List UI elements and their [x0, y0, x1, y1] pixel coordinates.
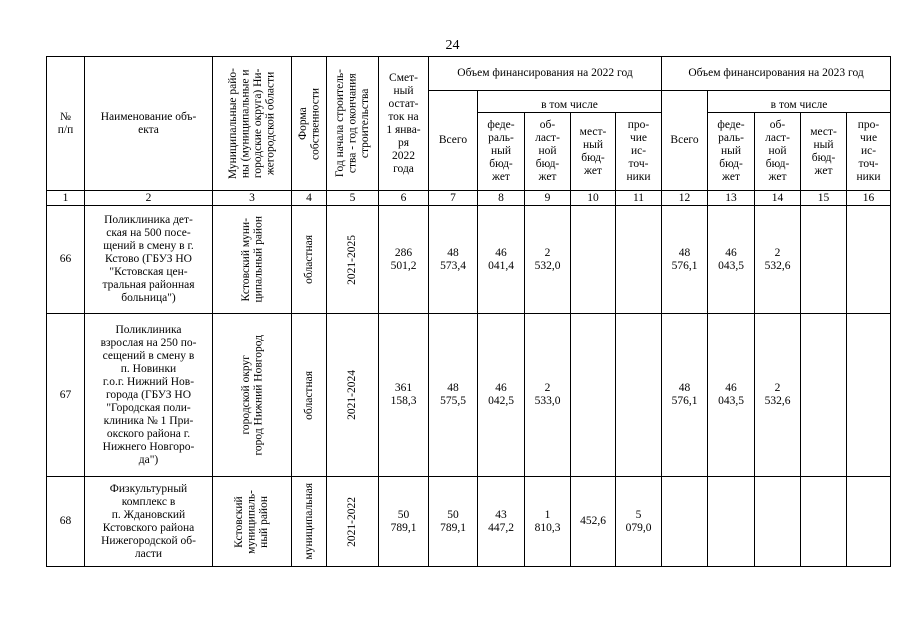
row-period: 2021-2025 — [327, 206, 379, 314]
header-period: Год начала строитель- ства - год окончания строительства — [327, 57, 379, 191]
column-number: 10 — [571, 191, 616, 206]
header-federal-2023: феде- раль- ный бюд- жет — [708, 113, 755, 191]
row-2022-local — [571, 314, 616, 477]
row-municipality: Кстовский муниципаль- ный район — [213, 477, 292, 567]
row-2023-regional — [755, 477, 801, 567]
row-2023-local — [801, 314, 847, 477]
row-2022-total: 48 575,5 — [429, 314, 478, 477]
row-period: 2021-2024 — [327, 314, 379, 477]
row-2023-other — [847, 477, 891, 567]
row-municipality: Кстовский муни- ципальный район — [213, 206, 292, 314]
header-name: Наименование объ- екта — [85, 57, 213, 191]
header-including-2022: в том числе — [478, 91, 662, 113]
column-number: 6 — [379, 191, 429, 206]
row-ownership: областная — [292, 314, 327, 477]
header-estimate: Смет- ный остат- ток на 1 янва- ря 2022 года — [379, 57, 429, 191]
column-number: 13 — [708, 191, 755, 206]
header-ownership: Форма собственности — [292, 57, 327, 191]
column-number: 1 — [47, 191, 85, 206]
row-2022-regional: 1 810,3 — [525, 477, 571, 567]
header-local-2022: мест- ный бюд- жет — [571, 113, 616, 191]
header-federal-2022: феде- раль- ный бюд- жет — [478, 113, 525, 191]
table-row — [47, 314, 891, 477]
row-ownership: муниципальная — [292, 477, 327, 567]
header-municipality: Муниципальные райо- ны (муниципальные и городские округа) Ни- жегородской области — [213, 57, 292, 191]
row-2022-total: 50 789,1 — [429, 477, 478, 567]
row-2023-regional: 2 532,6 — [755, 314, 801, 477]
row-estimate: 286 501,2 — [379, 206, 429, 314]
row-2023-other — [847, 206, 891, 314]
financing-table — [46, 56, 891, 567]
row-ownership: областная — [292, 206, 327, 314]
row-estimate: 50 789,1 — [379, 477, 429, 567]
header-total-2023: Всего — [662, 91, 708, 191]
page-number: 24 — [445, 38, 460, 53]
header-other-2023: про- чие ис- точ- ники — [847, 113, 891, 191]
row-2022-regional: 2 533,0 — [525, 314, 571, 477]
row-2022-other — [616, 314, 662, 477]
row-2022-federal: 46 042,5 — [478, 314, 525, 477]
table-row — [47, 477, 891, 567]
row-2023-federal: 46 043,5 — [708, 314, 755, 477]
column-number-row — [47, 191, 891, 206]
column-number: 8 — [478, 191, 525, 206]
row-2022-total: 48 573,4 — [429, 206, 478, 314]
row-period: 2021-2022 — [327, 477, 379, 567]
column-number: 12 — [662, 191, 708, 206]
header-no: № п/п — [47, 57, 85, 191]
row-no: 68 — [47, 477, 85, 567]
header-other-2022: про- чие ис- точ- ники — [616, 113, 662, 191]
row-no: 66 — [47, 206, 85, 314]
row-2022-other — [616, 206, 662, 314]
column-number: 4 — [292, 191, 327, 206]
row-2023-other — [847, 314, 891, 477]
row-2023-regional: 2 532,6 — [755, 206, 801, 314]
header-local-2023: мест- ный бюд- жет — [801, 113, 847, 191]
object-name: Поликлиника взрослая на 250 по- сещений в смену в п. Новинки г.о.г. Нижний Нов- города (ГБУЗ НО "Городская поли- клиника № 1 При- окского района г. Нижнего Новгоро- да") — [85, 314, 213, 477]
row-2023-local — [801, 206, 847, 314]
row-municipality: городской округ город Нижний Новгород — [213, 314, 292, 477]
object-name: Физкультурный комплекс в п. Ждановский Кстовского района Нижегородской об- ласти — [85, 477, 213, 567]
column-number: 5 — [327, 191, 379, 206]
header-group-2023: Объем финансирования на 2023 год — [662, 57, 891, 91]
row-2022-regional: 2 532,0 — [525, 206, 571, 314]
header-regional-2022: об- ласт- ной бюд- жет — [525, 113, 571, 191]
row-2022-federal: 43 447,2 — [478, 477, 525, 567]
row-estimate: 361 158,3 — [379, 314, 429, 477]
column-number: 14 — [755, 191, 801, 206]
row-2023-federal — [708, 477, 755, 567]
header-regional-2023: об- ласт- ной бюд- жет — [755, 113, 801, 191]
header-group-2022: Объем финансирования на 2022 год — [429, 57, 662, 91]
column-number: 9 — [525, 191, 571, 206]
column-number: 15 — [801, 191, 847, 206]
object-name: Поликлиника дет- ская на 500 посе- щений в смену в г. Кстово (ГБУЗ НО "Кстовская цен- тральная районная больница") — [85, 206, 213, 314]
row-2022-local: 452,6 — [571, 477, 616, 567]
row-2023-total — [662, 477, 708, 567]
header-total-2022: Всего — [429, 91, 478, 191]
row-2023-total: 48 576,1 — [662, 206, 708, 314]
row-2023-total: 48 576,1 — [662, 314, 708, 477]
column-number: 2 — [85, 191, 213, 206]
row-2022-federal: 46 041,4 — [478, 206, 525, 314]
column-number: 3 — [213, 191, 292, 206]
row-2022-other: 5 079,0 — [616, 477, 662, 567]
row-no: 67 — [47, 314, 85, 477]
column-number: 11 — [616, 191, 662, 206]
header-row-1 — [47, 57, 891, 91]
row-2023-federal: 46 043,5 — [708, 206, 755, 314]
table-row — [47, 206, 891, 314]
row-2023-local — [801, 477, 847, 567]
column-number: 16 — [847, 191, 891, 206]
column-number: 7 — [429, 191, 478, 206]
header-including-2023: в том числе — [708, 91, 891, 113]
row-2022-local — [571, 206, 616, 314]
